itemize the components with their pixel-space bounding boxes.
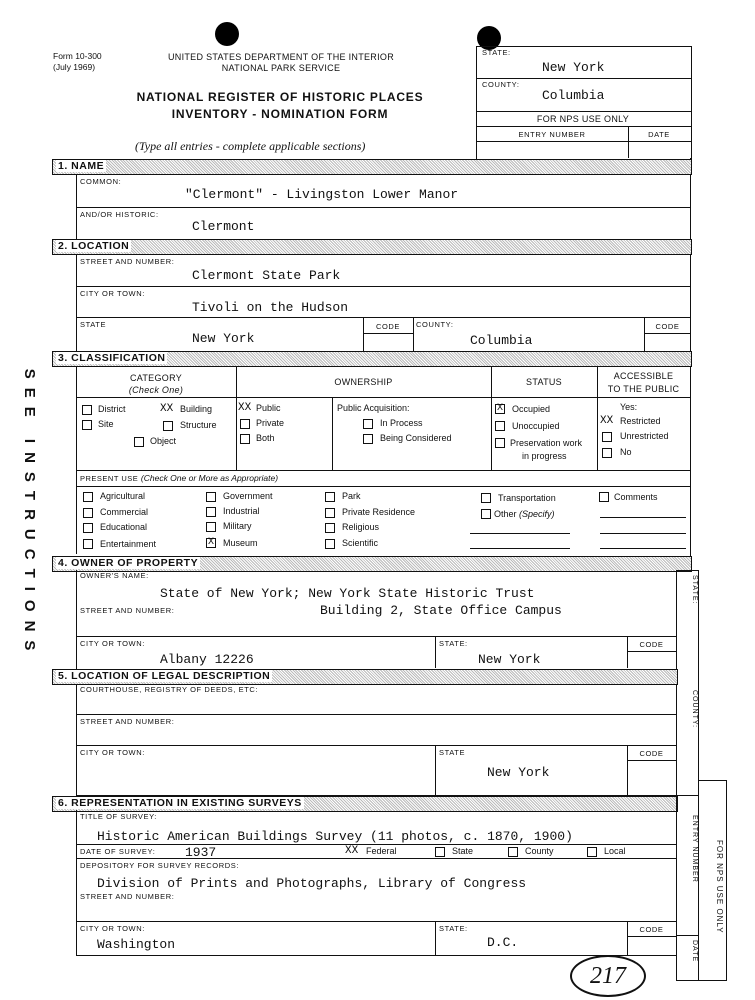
county-value: Columbia xyxy=(542,88,605,103)
depository-street-label: STREET AND NUMBER: xyxy=(80,892,175,901)
depository-code-label: CODE xyxy=(639,925,664,934)
owner-state-value: New York xyxy=(478,652,541,667)
agricultural-checkbox[interactable] xyxy=(83,492,93,502)
district-label: District xyxy=(98,404,126,414)
government-label: Government xyxy=(223,491,273,501)
being-considered-label: Being Considered xyxy=(380,433,452,443)
federal-check-mark[interactable]: XX xyxy=(345,845,359,857)
in-process-label: In Process xyxy=(380,418,423,428)
owner-city-label: CITY OR TOWN: xyxy=(80,639,145,648)
location-county-label: COUNTY: xyxy=(416,320,454,329)
historic-label: AND/OR HISTORIC: xyxy=(80,210,159,219)
courthouse-label: COURTHOUSE, REGISTRY OF DEEDS, ETC: xyxy=(80,685,259,694)
owner-code-label: CODE xyxy=(639,640,664,649)
district-checkbox[interactable] xyxy=(82,405,92,415)
survey-title-label: TITLE OF SURVEY: xyxy=(80,812,157,821)
religious-label: Religious xyxy=(342,522,380,532)
accessible-yes-label: Yes: xyxy=(620,402,638,412)
present-use-header: PRESENT USE (Check One or More as Appropriate) xyxy=(80,473,279,483)
section-3-heading: 3. CLASSIFICATION xyxy=(52,351,692,367)
legal-street-label: STREET AND NUMBER: xyxy=(80,717,175,726)
state-label: STATE: xyxy=(482,48,511,57)
transportation-checkbox[interactable] xyxy=(481,493,491,503)
section-5-heading: 5. LOCATION OF LEGAL DESCRIPTION xyxy=(52,669,678,685)
state-survey-label: State xyxy=(452,846,474,856)
location-street-value: Clermont State Park xyxy=(192,268,341,283)
private-residence-label: Private Residence xyxy=(342,507,416,517)
legal-city-label: CITY OR TOWN: xyxy=(80,748,145,757)
depository-city-value: Washington xyxy=(97,937,176,952)
depository-value: Division of Prints and Photographs, Library of Congress xyxy=(97,876,527,891)
educational-checkbox[interactable] xyxy=(83,523,93,533)
private-checkbox[interactable] xyxy=(240,419,250,429)
unrestricted-label: Unrestricted xyxy=(620,431,669,441)
scientific-label: Scientific xyxy=(342,538,379,548)
military-label: Military xyxy=(223,521,252,531)
structure-label: Structure xyxy=(180,420,217,430)
private-label: Private xyxy=(256,418,285,428)
other-label: Other (Specify) xyxy=(494,509,555,519)
commercial-checkbox[interactable] xyxy=(83,508,93,518)
state-survey-checkbox[interactable] xyxy=(435,847,445,857)
object-label: Object xyxy=(150,436,177,446)
legal-state-label: STATE xyxy=(439,748,466,757)
side-date-label: DATE xyxy=(691,940,698,963)
scientific-checkbox[interactable] xyxy=(325,539,335,549)
location-state-value: New York xyxy=(192,331,255,346)
category-header: CATEGORY (Check One) xyxy=(128,373,184,395)
military-checkbox[interactable] xyxy=(206,522,216,532)
legal-state-value: New York xyxy=(487,765,550,780)
restricted-label: Restricted xyxy=(620,416,661,426)
both-checkbox[interactable] xyxy=(240,434,250,444)
date-label: DATE xyxy=(648,130,670,139)
comments-label: Comments xyxy=(614,492,658,502)
common-label: COMMON: xyxy=(80,177,122,186)
location-code-label: CODE xyxy=(375,322,401,331)
common-name-value: "Clermont" - Livingston Lower Manor xyxy=(185,187,459,202)
state-value: New York xyxy=(542,60,605,75)
survey-title-value: Historic American Buildings Survey (11 photos, c. 1870, 1900) xyxy=(97,829,573,844)
being-considered-checkbox[interactable] xyxy=(363,434,373,444)
form-id: Form 10-300 (July 1969) xyxy=(53,51,102,72)
location-city-value: Tivoli on the Hudson xyxy=(192,300,349,315)
public-acquisition-label: Public Acquisition: xyxy=(337,403,410,413)
unrestricted-checkbox[interactable] xyxy=(602,432,612,442)
depository-label: DEPOSITORY FOR SURVEY RECORDS: xyxy=(80,861,240,870)
location-street-label: STREET AND NUMBER: xyxy=(80,257,175,266)
ownership-header: OWNERSHIP xyxy=(334,377,393,387)
owner-street-label: STREET AND NUMBER: xyxy=(80,606,175,615)
museum-label: Museum xyxy=(223,538,258,548)
comments-checkbox[interactable] xyxy=(599,492,609,502)
nps-label: FOR NPS USE ONLY xyxy=(536,114,630,124)
restricted-check-mark[interactable]: XX xyxy=(600,415,614,427)
occupied-label: Occupied xyxy=(512,404,551,414)
commercial-label: Commercial xyxy=(100,507,149,517)
side-nps-label: FOR NPS USE ONLY xyxy=(715,840,724,934)
location-county-value: Columbia xyxy=(470,333,533,348)
unoccupied-label: Unoccupied xyxy=(512,421,560,431)
no-label: No xyxy=(620,447,632,457)
side-state-label: STATE: xyxy=(691,575,698,605)
site-label: Site xyxy=(98,419,114,429)
agency: UNITED STATES DEPARTMENT OF THE INTERIOR NATIONAL PARK SERVICE xyxy=(167,52,395,73)
owner-state-label: STATE: xyxy=(439,639,468,648)
no-checkbox[interactable] xyxy=(602,448,612,458)
legal-code-label: CODE xyxy=(639,749,664,758)
see-instructions-side: SEE INSTRUCTIONS xyxy=(20,368,38,660)
county-survey-checkbox[interactable] xyxy=(508,847,518,857)
private-residence-checkbox[interactable] xyxy=(325,508,335,518)
building-label: Building xyxy=(180,404,213,414)
agricultural-label: Agricultural xyxy=(100,491,146,501)
owner-value: State of New York; New York State Historic Trust xyxy=(160,586,535,601)
both-label: Both xyxy=(256,433,275,443)
survey-date-value: 1937 xyxy=(185,845,217,860)
side-entry-number-label: ENTRY NUMBER xyxy=(691,815,698,883)
location-city-label: CITY OR TOWN: xyxy=(80,289,145,298)
preservation-checkbox[interactable] xyxy=(495,438,505,448)
instruction-text: (Type all entries - complete applicable sections) xyxy=(135,139,366,153)
other-checkbox[interactable] xyxy=(481,509,491,519)
depository-city-label: CITY OR TOWN: xyxy=(80,924,145,933)
form-title: NATIONAL REGISTER OF HISTORIC PLACES INVENTORY - NOMINATION FORM xyxy=(136,90,424,121)
status-header: STATUS xyxy=(526,377,562,387)
federal-label: Federal xyxy=(366,846,397,856)
entertainment-label: Entertainment xyxy=(100,539,157,549)
section-1-heading: 1. NAME xyxy=(52,159,692,175)
park-checkbox[interactable] xyxy=(325,492,335,502)
unoccupied-checkbox[interactable] xyxy=(495,421,505,431)
owner-street-value: Building 2, State Office Campus xyxy=(320,603,562,618)
owner-city-value: Albany 12226 xyxy=(160,652,254,667)
side-county-label: COUNTY: xyxy=(691,690,698,729)
government-checkbox[interactable] xyxy=(206,492,216,502)
in-process-checkbox[interactable] xyxy=(363,419,373,429)
section-4-heading: 4. OWNER OF PROPERTY xyxy=(52,556,692,572)
educational-label: Educational xyxy=(100,522,148,532)
depository-state-label: STATE: xyxy=(439,924,468,933)
building-check-mark[interactable]: XX xyxy=(160,403,174,415)
site-checkbox[interactable] xyxy=(82,420,92,430)
depository-state-value: D.C. xyxy=(487,935,519,950)
accessible-header: ACCESSIBLE TO THE PUBLIC xyxy=(607,371,680,394)
county-label: COUNTY: xyxy=(482,80,520,89)
structure-checkbox[interactable] xyxy=(163,421,173,431)
location-state-label: STATE xyxy=(80,320,107,329)
object-checkbox[interactable] xyxy=(134,437,144,447)
owner-label: OWNER'S NAME: xyxy=(80,571,149,580)
public-check-mark[interactable]: XX xyxy=(238,402,252,414)
entry-number-label: ENTRY NUMBER xyxy=(518,130,586,139)
survey-date-label: DATE OF SURVEY: xyxy=(80,847,156,856)
transportation-label: Transportation xyxy=(498,493,556,503)
occupied-checkbox[interactable]: X xyxy=(496,403,503,414)
industrial-label: Industrial xyxy=(223,506,260,516)
county-survey-label: County xyxy=(525,846,554,856)
entertainment-checkbox[interactable] xyxy=(83,539,93,549)
local-survey-label: Local xyxy=(604,846,626,856)
local-survey-checkbox[interactable] xyxy=(587,847,597,857)
historic-name-value: Clermont xyxy=(192,219,255,234)
museum-checkbox[interactable]: X xyxy=(207,537,214,548)
section-6-heading: 6. REPRESENTATION IN EXISTING SURVEYS xyxy=(52,796,678,812)
public-label: Public xyxy=(256,403,281,413)
religious-checkbox[interactable] xyxy=(325,523,335,533)
industrial-checkbox[interactable] xyxy=(206,507,216,517)
location-code2-label: CODE xyxy=(655,322,680,331)
page-number-stamp: 217 xyxy=(570,955,646,997)
park-label: Park xyxy=(342,491,361,501)
punch-hole xyxy=(215,22,239,46)
section-2-heading: 2. LOCATION xyxy=(52,239,692,255)
preservation-label: Preservation work in progress xyxy=(510,438,583,461)
